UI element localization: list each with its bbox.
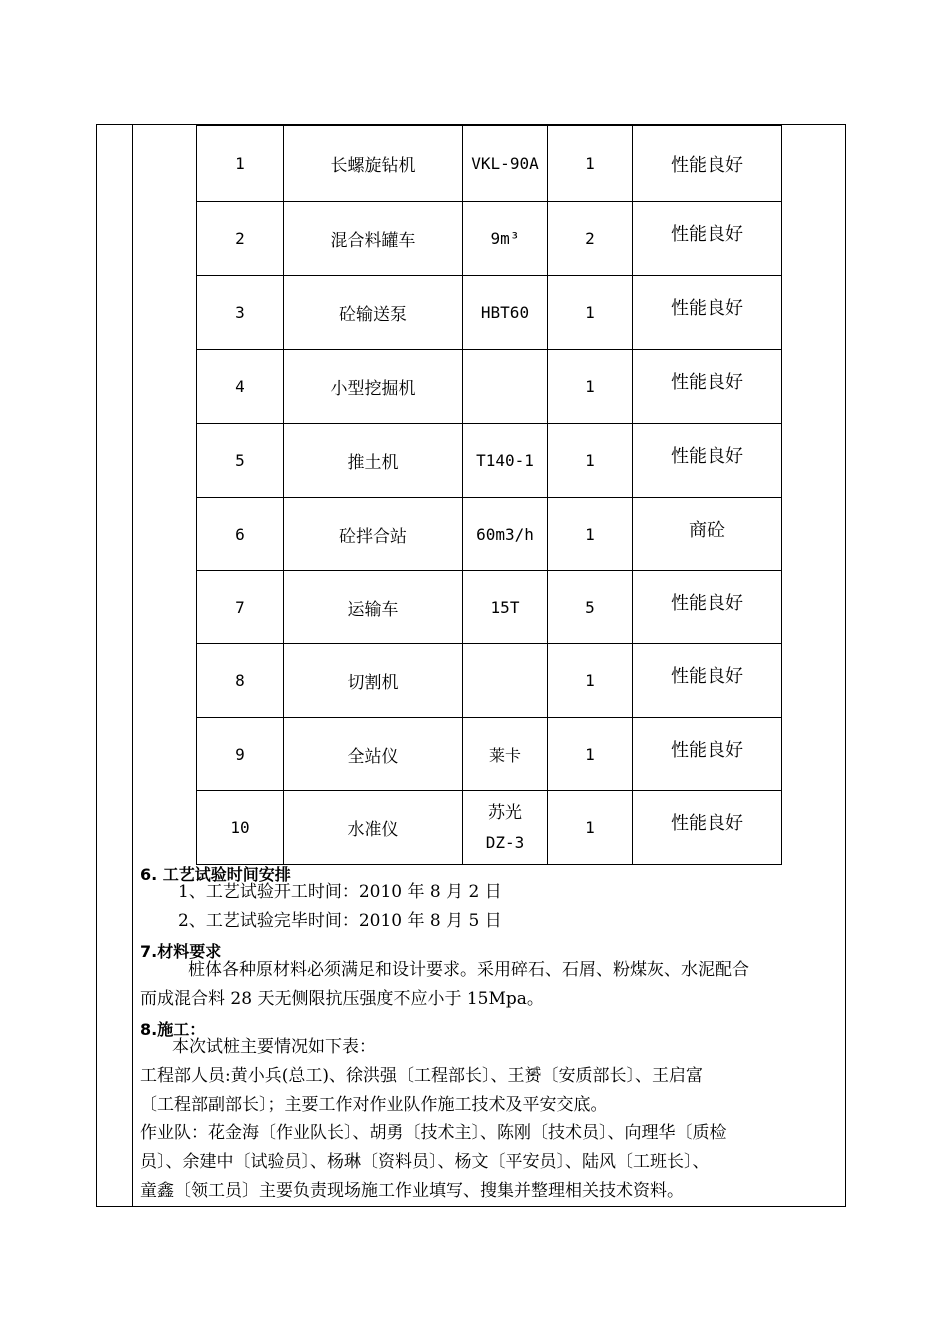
equipment-note: 性能良好 (633, 126, 782, 202)
section8-heading: 8.施工： (140, 1020, 206, 1039)
left-column-divider (132, 124, 133, 1207)
row-number: 5 (197, 424, 284, 498)
equipment-spec-brand: 苏光 (488, 802, 522, 823)
equipment-name: 长螺旋钻机 (284, 126, 463, 202)
equipment-name: 砼输送泵 (284, 276, 463, 350)
equipment-spec: HBT60 (463, 276, 548, 350)
equipment-qty: 1 (548, 350, 633, 424)
equipment-qty: 2 (548, 202, 633, 276)
equipment-name: 水准仪 (284, 791, 463, 865)
equipment-spec-model: DZ-3 (485, 832, 525, 852)
equipment-spec: T140-1 (463, 424, 548, 498)
equipment-name: 混合料罐车 (284, 202, 463, 276)
row-number: 3 (197, 276, 284, 350)
equipment-spec: 60m3/h (463, 498, 548, 571)
equipment-name: 切割机 (284, 644, 463, 718)
row-number: 10 (197, 791, 284, 865)
equipment-qty: 1 (548, 718, 633, 791)
equipment-qty: 1 (548, 498, 633, 571)
table-row (197, 791, 782, 865)
table-row (197, 718, 782, 791)
equipment-name: 小型挖掘机 (284, 350, 463, 424)
section8-line1: 工程部人员:黄小兵(总工)、徐洪强〔工程部长〕、王赟〔安质部长〕、王启富 (140, 1066, 703, 1086)
equipment-qty: 1 (548, 276, 633, 350)
table-row (197, 202, 782, 276)
equipment-note: 性能良好 (633, 718, 782, 791)
equipment-qty: 5 (548, 571, 633, 644)
section7-line1: 桩体各种原材料必须满足和设计要求。采用碎石、石屑、粉煤灰、水泥配合 (188, 960, 749, 980)
row-number: 9 (197, 718, 284, 791)
equipment-note: 性能良好 (633, 276, 782, 350)
section7-line2: 而成混合料 28 天无侧限抗压强度不应小于 15Mpa。 (140, 989, 544, 1009)
equipment-spec (463, 350, 548, 424)
equipment-note: 性能良好 (633, 644, 782, 718)
equipment-note: 性能良好 (633, 791, 782, 865)
equipment-note: 性能良好 (633, 350, 782, 424)
table-row (197, 571, 782, 644)
table-row (197, 498, 782, 571)
equipment-note: 性能良好 (633, 571, 782, 644)
section8-line4: 员〕、余建中〔试验员〕、杨琳〔资料员〕、杨文〔平安员〕、陆风〔工班长〕、 (140, 1152, 710, 1172)
equipment-table (196, 125, 782, 865)
equipment-spec: 9m³ (463, 202, 548, 276)
row-number: 7 (197, 571, 284, 644)
section6-item1: 1、工艺试验开工时间：2010 年 8 月 2 日 (178, 882, 502, 902)
equipment-qty: 1 (548, 424, 633, 498)
equipment-name: 推土机 (284, 424, 463, 498)
equipment-name: 砼拌合站 (284, 498, 463, 571)
section6-heading: 6. 工艺试验时间安排 (140, 865, 291, 884)
equipment-note: 商砼 (633, 498, 782, 571)
section8-line2: 〔工程部副部长〕；主要工作对作业队作施工技术及平安交底。 (140, 1095, 608, 1115)
section8-line3: 作业队：花金海〔作业队长〕、胡勇〔技术主〕、陈刚〔技术员〕、向理华〔质检 (140, 1123, 727, 1143)
table-row (197, 350, 782, 424)
table-row (197, 424, 782, 498)
equipment-note: 性能良好 (633, 424, 782, 498)
equipment-note: 性能良好 (633, 202, 782, 276)
equipment-name: 运输车 (284, 571, 463, 644)
equipment-spec: 15T (463, 571, 548, 644)
equipment-qty: 1 (548, 126, 633, 202)
equipment-spec (463, 791, 548, 865)
equipment-name: 全站仪 (284, 718, 463, 791)
row-number: 8 (197, 644, 284, 718)
equipment-qty: 1 (548, 791, 633, 865)
equipment-qty: 1 (548, 644, 633, 718)
equipment-spec (463, 644, 548, 718)
row-number: 2 (197, 202, 284, 276)
table-row (197, 644, 782, 718)
row-number: 6 (197, 498, 284, 571)
section8-intro: 本次试桩主要情况如下表： (172, 1037, 376, 1057)
equipment-spec: 莱卡 (463, 718, 548, 791)
table-row (197, 126, 782, 202)
row-number: 4 (197, 350, 284, 424)
section6-item2: 2、工艺试验完毕时间：2010 年 8 月 5 日 (178, 911, 502, 931)
table-row (197, 276, 782, 350)
section7-heading: 7.材料要求 (140, 942, 222, 961)
section8-line5: 童鑫〔领工员〕主要负责现场施工作业填写、搜集并整理相关技术资料。 (140, 1181, 684, 1201)
equipment-spec: VKL-90A (463, 126, 548, 202)
row-number: 1 (197, 126, 284, 202)
